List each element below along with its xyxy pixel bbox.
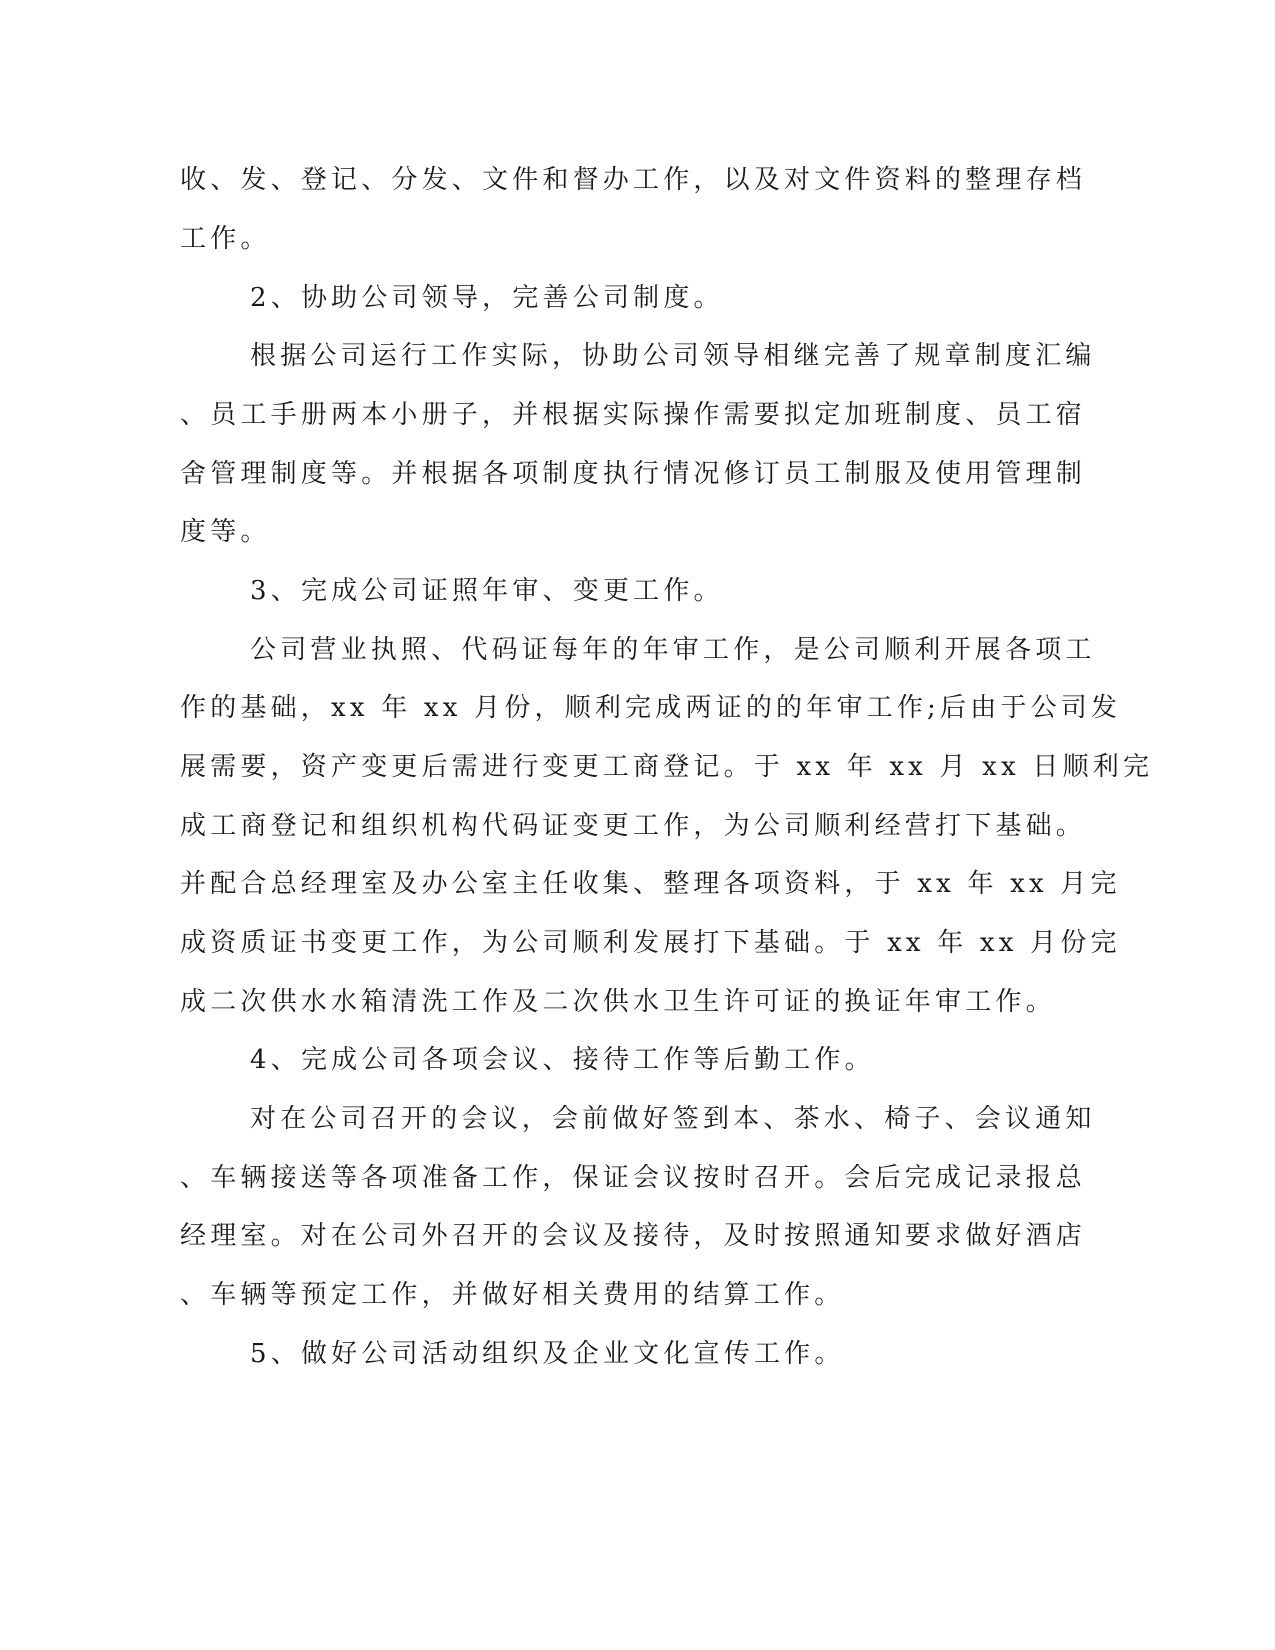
section-heading-4: 4、完成公司各项会议、接待工作等后勤工作。 [250, 1045, 875, 1075]
body-text-line: 成资质证书变更工作，为公司顺利发展打下基础。于 xx 年 xx 月份完 [180, 928, 1121, 958]
body-text-line: 经理室。对在公司外召开的会议及接待，及时按照通知要求做好酒店 [180, 1221, 1087, 1251]
body-text-line: 展需要，资产变更后需进行变更工商登记。于 xx 年 xx 月 xx 日顺利完 [180, 752, 1154, 782]
body-text-line: 收、发、登记、分发、文件和督办工作，以及对文件资料的整理存档 [180, 165, 1087, 195]
body-text-line: 工作。 [180, 224, 271, 254]
body-text-line: 根据公司运行工作实际，协助公司领导相继完善了规章制度汇编 [250, 341, 1096, 371]
body-text-line: 成二次供水水箱清洗工作及二次供水卫生许可证的换证年审工作。 [180, 987, 1056, 1017]
body-text-line: 舍管理制度等。并根据各项制度执行情况修订员工制服及使用管理制 [180, 459, 1087, 489]
body-text-line: 、员工手册两本小册子，并根据实际操作需要拟定加班制度、员工宿 [180, 400, 1087, 430]
body-text-line: 作的基础，xx 年 xx 月份，顺利完成两证的的年审工作;后由于公司发 [180, 693, 1122, 723]
section-heading-3: 3、完成公司证照年审、变更工作。 [250, 576, 724, 606]
body-text-line: 成工商登记和组织机构代码证变更工作，为公司顺利经营打下基础。 [180, 811, 1087, 841]
section-heading-5: 5、做好公司活动组织及企业文化宣传工作。 [250, 1339, 845, 1369]
body-text-line: 、车辆接送等各项准备工作，保证会议按时召开。会后完成记录报总 [180, 1163, 1087, 1193]
body-text-line: 对在公司召开的会议，会前做好签到本、茶水、椅子、会议通知 [250, 1104, 1096, 1134]
body-text-line: 度等。 [180, 517, 271, 547]
body-text-line: 公司营业执照、代码证每年的年审工作，是公司顺利开展各项工 [250, 635, 1096, 665]
body-text-line: 并配合总经理室及办公室主任收集、整理各项资料，于 xx 年 xx 月完 [180, 869, 1121, 899]
section-heading-2: 2、协助公司领导，完善公司制度。 [250, 283, 724, 313]
body-text-line: 、车辆等预定工作，并做好相关费用的结算工作。 [180, 1280, 845, 1310]
